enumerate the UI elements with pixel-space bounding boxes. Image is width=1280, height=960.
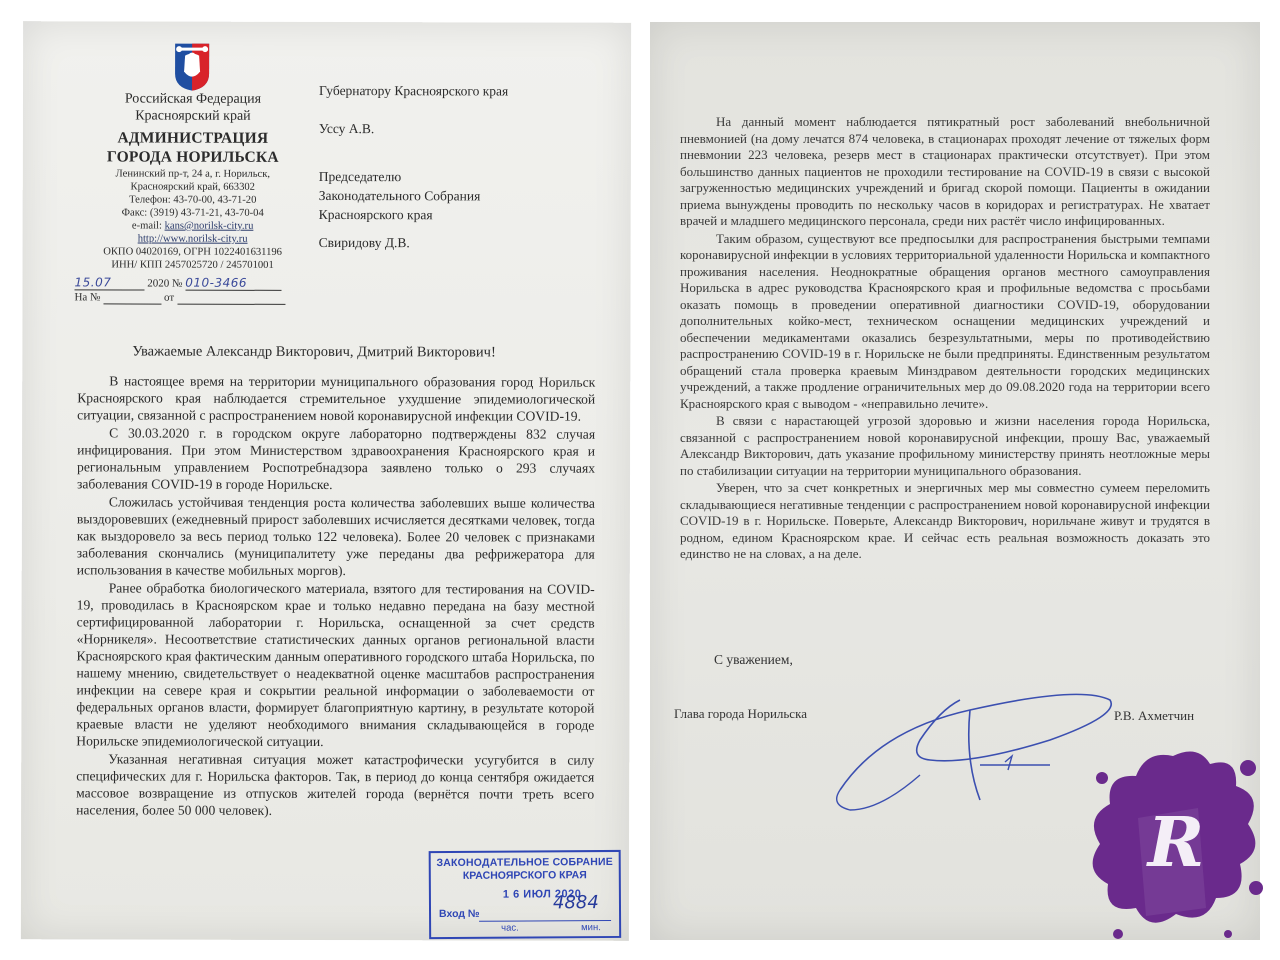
closing-regards: С уважением,: [714, 652, 793, 667]
paragraph: Ранее обработка биологического материала, взятого для тестирования на COVID-19, проводилась в Красноярском крае и только недавно передана на базу местной сертифицированной лаборатории г. Норильска, оснащенной за счет средств «Норникеля». Несоответствие статистических данных органов региональной власти Красноярского края фактическим данным оперативного городского штаба Норильска, по нашему мнению, свидетельствует о неадекватной оценке масштабов распространения инфекции на севере края и сокрытии реальной информации о заболеваемости от федеральных органов власти, формирует благоприятную картину, в результате которой краевые власти не уделяют необходимого внимания складывающейся в городе Норильске эпидемиологической ситуации.: [76, 580, 595, 749]
coat-of-arms-icon: [173, 42, 211, 92]
paragraph: На данный момент наблюдается пятикратный рост заболеваний внебольничной пневмонией (на дому лечатся 874 человека, в стационарах проходят лечение от тяжелых форм пневмонии 223 человека, резерв мест в стационарах практически отсутствует). При этом большинство данных пациентов не проходили тестирование на COVID-19 в связи с высокой загруженностью медицинских учреждений и бригад скорой помощи. Пациенты в ожидании приема вынуждены проводить по нескольку часов в коридорах и регистратурах. Не хватает врачей и младшего медицинского персонала, среди них растёт число инфицированных.: [680, 114, 1210, 228]
header-email-row: [81, 219, 305, 233]
addressee-chairman-name: Свиридову Д.В.: [318, 234, 410, 251]
outgoing-number: 010-3466: [185, 276, 281, 291]
paragraph: С 30.03.2020 г. в городском округе лабораторно подтверждены 832 случая инфицирования. При этом Министерством здравоохранения Красноярского края и региональным управлением Роспотребнадзора заявлено только о 293 случаях заболевания COVID-19 в городе Норильске.: [76, 425, 596, 492]
addressee-governor-title: Губернатору Красноярского края: [319, 82, 509, 99]
header-inn: ИНН/ КПП 2457025720 / 245701001: [111, 259, 274, 271]
paragraph: Уверен, что за счет конкретных и энергичных мер мы совместно сумеем переломить складывающиеся негативные тенденции с распространением новой коронавирусной инфекции COVID-19 в г. Норильске. Поверьте, Александр Викторович, норильчане живут и трудятся в родном, едином Красноярском крае. И сейчас есть реальная возможность доказать это единство не на словах, а на деле.: [680, 480, 1210, 561]
reference-number-line: [74, 291, 285, 305]
header-fax: Факс: (3919) 43-71-21, 43-70-04: [121, 207, 264, 219]
letter-page-1: [21, 21, 631, 941]
registration-stamp: [429, 850, 622, 939]
website-link[interactable]: http://www.norilsk-city.ru: [137, 233, 248, 245]
paragraph: Указанная негативная ситуация может катастрофически усугубится в силу специфических для г. Норильска факторов. Так, в период до конца сентября ожидается массовое возвращение из отпусков жителей города (вернётся почти треть всего населения, более 50 000 человек).: [76, 751, 595, 818]
stamp-date: 1 6 ИЮЛ 2020: [502, 888, 582, 901]
stamp-incoming-number: 4884: [552, 892, 599, 914]
stamp-line-2: КРАСНОЯРСКОГО КРАЯ: [462, 869, 587, 882]
stamp-line-1: ЗАКОНОДАТЕЛЬНОЕ СОБРАНИЕ: [436, 855, 614, 870]
header-administration: АДМИНИСТРАЦИЯ: [117, 129, 269, 147]
addressee-assembly: Законодательного Собрания: [318, 187, 481, 204]
letter-body-part-2: [680, 114, 1210, 564]
outgoing-year: 2020: [147, 277, 170, 290]
addressee-chairman-title: Председателю: [318, 168, 402, 185]
paragraph: Таким образом, существуют все предпосылки для распространения быстрыми темпами коронавирусной инфекции в условиях территориальной удаленности Норильска и компактного проживания населения. Неоднократные обращения органов местного самоуправления Норильска в адрес руководства Красноярского края и профильные ведомства с просьбами оказать помощь в проведении оперативной диагностики COVID-19, оборудовании дополнительных койко-мест, техническом оснащении медицинских учреждений и обеспечении медикаментами оказались безрезультатными, меры по противодействию распространению COVID-19 в г. Норильске не были предприняты. Единственным результатом обращений стала проверка краевым Минздравом деятельности городских медицинских учреждений, а также продление ограничительных мер до 09.08.2020 года на территории всего Красноярского края с выводом - «неправильно лечите».: [680, 230, 1210, 411]
stamp-incoming-label: Вход №: [438, 907, 480, 921]
addressee-governor-name: Уссу А.В.: [318, 120, 375, 137]
salutation: Уважаемые Александр Викторович, Дмитрий Викторович!: [132, 343, 496, 361]
paragraph: В связи с нарастающей угрозой здоровью и жизни населения города Норильска, связанной с распространением новой коронавирусной инфекции, прошу Вас, уважаемый Александр Викторович, дать указание профильному министерству принять неотложные меры по стабилизации ситуации на территории муниципального образования.: [680, 413, 1210, 478]
watermark-letter: R: [1147, 803, 1205, 883]
number-symbol: №: [172, 277, 183, 290]
reference-from-label: от: [164, 291, 175, 304]
letter-body-part-1: [76, 373, 595, 821]
header-city: ГОРОДА НОРИЛЬСКА: [106, 148, 279, 166]
paragraph: Сложилась устойчивая тенденция роста количества заболевших выше количества выздоровевших (ежедневный прирост заболевших исчисляется десятками человек, тогда как выздоровело за весь период только 122 человека). Более 20 человек с признаками заболевания скончались (муниципалитету уже переданы два рефрижератора для использования в качестве мобильных моргов).: [76, 494, 595, 578]
publisher-logo-splash-icon: [1078, 738, 1268, 948]
header-region: Красноярский край: [135, 108, 251, 124]
paragraph: В настоящее время на территории муниципального образования город Норильск Красноярского края наблюдается стремительное ухудшение эпидемиологической ситуации, связанной с распространением новой коронавирусной инфекции COVID-19.: [77, 373, 596, 424]
header-okpo: ОКПО 04020169, ОГРН 1022401631196: [103, 246, 283, 258]
email-link[interactable]: kans@norilsk-city.ru: [164, 220, 254, 232]
signer-name: Р.В. Ахметчин: [1114, 708, 1195, 723]
reference-number-label: На №: [74, 291, 101, 304]
email-label: e-mail:: [131, 220, 162, 232]
header-country: Российская Федерация: [124, 91, 262, 107]
addressee-region: Красноярского края: [318, 206, 433, 223]
header-address-1: Ленинский пр-т, 24 а, г. Норильск,: [115, 168, 271, 180]
outgoing-number-line: [74, 275, 281, 291]
stamp-hours-label: час.: [501, 922, 519, 934]
signer-title: Глава города Норильска: [674, 706, 807, 721]
stamp-minutes-label: мин.: [581, 922, 601, 934]
header-phone: Телефон: 43-70-00, 43-71-20: [129, 194, 257, 206]
website-row: [81, 232, 305, 246]
header-address-2: Красноярский край, 663302: [130, 181, 256, 193]
outgoing-date: 15.07: [74, 275, 144, 290]
